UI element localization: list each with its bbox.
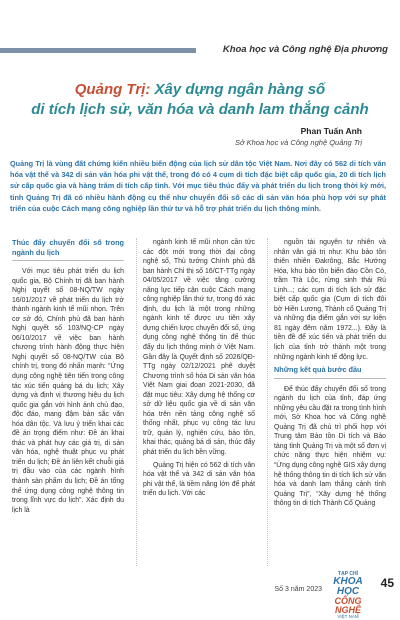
logo-bottom: VIỆT NAM <box>337 614 359 619</box>
section-heading: Thúc đẩy chuyển đổi số trong ngành du lịch <box>12 238 124 261</box>
paragraph: nguồn tài nguyên tự nhiên và nhân văn giá trị như: Khu bảo tồn thiên nhiên Đakrông, Bắc Hướng Hóa, khu bảo tồn biển đảo Cồn Cỏ, trầm Trà Lộc, rừng sinh thái Rú Lịnh...; các cụm di tích lịch sử đặc biệt cấp quốc gia (Cụm di tích đôi bờ Hiền Lương, Thành cổ Quảng Trị và những địa điểm gắn với sự kiện 81 ngày đêm năm 1972...). Đây là tiền đề để xúc tiến và phát triển du lịch của tỉnh trở thành một trong những ngành kinh tế động lực. <box>274 239 386 361</box>
column-2 <box>143 238 255 502</box>
issue-label: Số 3 năm 2023 <box>274 586 322 593</box>
page-footer <box>0 570 400 619</box>
logo-line-2: CÔNG NGHỆ <box>334 596 362 615</box>
author-block <box>235 126 362 147</box>
author-affiliation: Sở Khoa học và Công nghệ Quảng Trị <box>235 138 362 147</box>
paragraph: ngành kinh tế mũi nhọn cần tức các đột mới trong thời đại công nghệ số, Thủ tướng Chính phủ đã ban hành Chỉ thị số 16/CT-TTg ngày 04/05/2017 về việc tăng cường năng lực tiếp cận cuộc Cách mạng công nghiệp lần thứ tư, trong đó xác định, du lịch là một trong những ngành kinh tế được ưu tiên xây dựng chiến lược chuyển đổi số, ứng dụng công nghệ thông tin để thúc đẩy du lịch thông minh ở Việt Nam. Gần đây là Quyết định số 2026/QĐ-TTg ngày 02/12/2021 phê duyệt Chương trình số hóa Di sản văn hóa Việt Nam giai đoạn 2021-2030, đã đặt mục tiêu: Xây dựng hệ thống cơ sở dữ liệu quốc gia về di sản văn hóa trên nền tảng công nghệ số thống nhất, phục vụ công tác lưu trữ, quản lý, nghiên cứu, bảo tồn, khai thác, quảng bá di sản, thúc đẩy phát triển du lịch bền vững. <box>143 239 255 457</box>
title-place: Quảng Trị: <box>74 81 151 98</box>
column-divider <box>136 238 137 566</box>
page-number: 45 <box>380 576 394 590</box>
author-name: Phan Tuấn Anh <box>300 126 362 136</box>
column-divider <box>267 238 268 566</box>
paragraph: Với mục tiêu phát triển du lịch quốc gia, Bộ Chính trị đã ban hành Nghị quyết số 08-NQ/TW ngày 16/01/2017 về phát triển du lịch trở thành ngành kinh tế mũi nhọn. Trên cơ sở đó, Chính phủ đã ban hành Nghị quyết số 103/NQ-CP ngày 06/10/2017 về việc ban hành chương trình hành động thực hiện Nghị quyết số 08-NQ/TW của Bộ chính trị, trong đó nhấn mạnh: “Ứng dụng công nghệ tiên tiến trong công tác xúc tiến quảng bá du lịch; Xây dựng và định vị thương hiệu du lịch quốc gia gắn với hình ảnh chủ đạo, độc đáo, mang đậm bản sắc văn hóa dân tộc. Và lưu ý triển khai các đề án trọng điểm như: Đề án khai thác và phát huy các giá trị, di sản văn hóa, nghệ thuật phục vụ phát triển du lịch; Đề án liên kết chuỗi giá trị đầu vào của các ngành hình thành sản phẩm du lịch; Đề án tổng thể ứng dụng công nghệ thông tin trong lĩnh vực du lịch”. Xác định du lịch là <box>12 268 124 514</box>
column-1 <box>12 238 124 518</box>
logo-line-1: KHOA HỌC <box>333 576 363 597</box>
logo-top: TẠP CHÍ <box>338 571 358 577</box>
paragraph: Quảng Trị hiện có 562 di tích văn hóa vật thể và 342 di sản văn hóa phi vật thể, là tiềm năng lớn để phát triển du lịch. Với các <box>143 461 255 498</box>
section-label: Khoa học và Công nghệ Địa phương <box>222 44 388 55</box>
section-bar <box>0 48 196 53</box>
column-3 <box>274 238 386 512</box>
magazine-logo <box>328 572 368 620</box>
section-heading: Những kết quả bước đầu <box>274 365 386 379</box>
article-title <box>10 80 390 120</box>
article-lead: Quảng Trị là vùng đất chứng kiến nhiều biến động của lịch sử dân tộc Việt Nam. Nơi đây có 562 di tích văn hóa vật thể và 342 di sản văn hóa phi vật thể, trong đó có 4 cụm di tích đặc biệt cấp quốc gia, 20 di tích lịch sử cấp quốc gia và hàng trăm di tích cấp tỉnh. Với mục tiêu thúc đẩy và phát triển du lịch trong thời kỳ mới, tỉnh Quảng Trị đã có nhiều hành động cụ thể như chuyển đổi số các di sản văn hóa phù hợp với sự phát triển của cuộc Cách mạng công nghiệp lần thứ tư và hỗ trợ phát triển du lịch thông minh. <box>10 159 386 213</box>
title-line-2: di tích lịch sử, văn hóa và danh lam thắng cảnh <box>31 101 369 118</box>
title-line-1: Xây dựng ngân hàng số <box>154 81 326 98</box>
paragraph: Để thúc đẩy chuyển đổi số trong ngành du lịch của tỉnh, đáp ứng những yêu cầu đặt ra trong tình hình mới, Sở Khoa học và Công nghệ Quảng Trị đã chủ trì phối hợp với Trung tâm Bảo tồn Di tích và Bảo tàng tỉnh Quảng Trị và một số đơn vị chức năng thực hiện nhiệm vụ: “Ứng dụng công nghệ GIS xây dựng hệ thống thông tin di tích lịch sử văn hóa và danh lam thắng cảnh tỉnh Quảng Trị”, “Xây dựng hệ thống thông tin di tích Thành Cổ Quảng <box>274 385 386 508</box>
